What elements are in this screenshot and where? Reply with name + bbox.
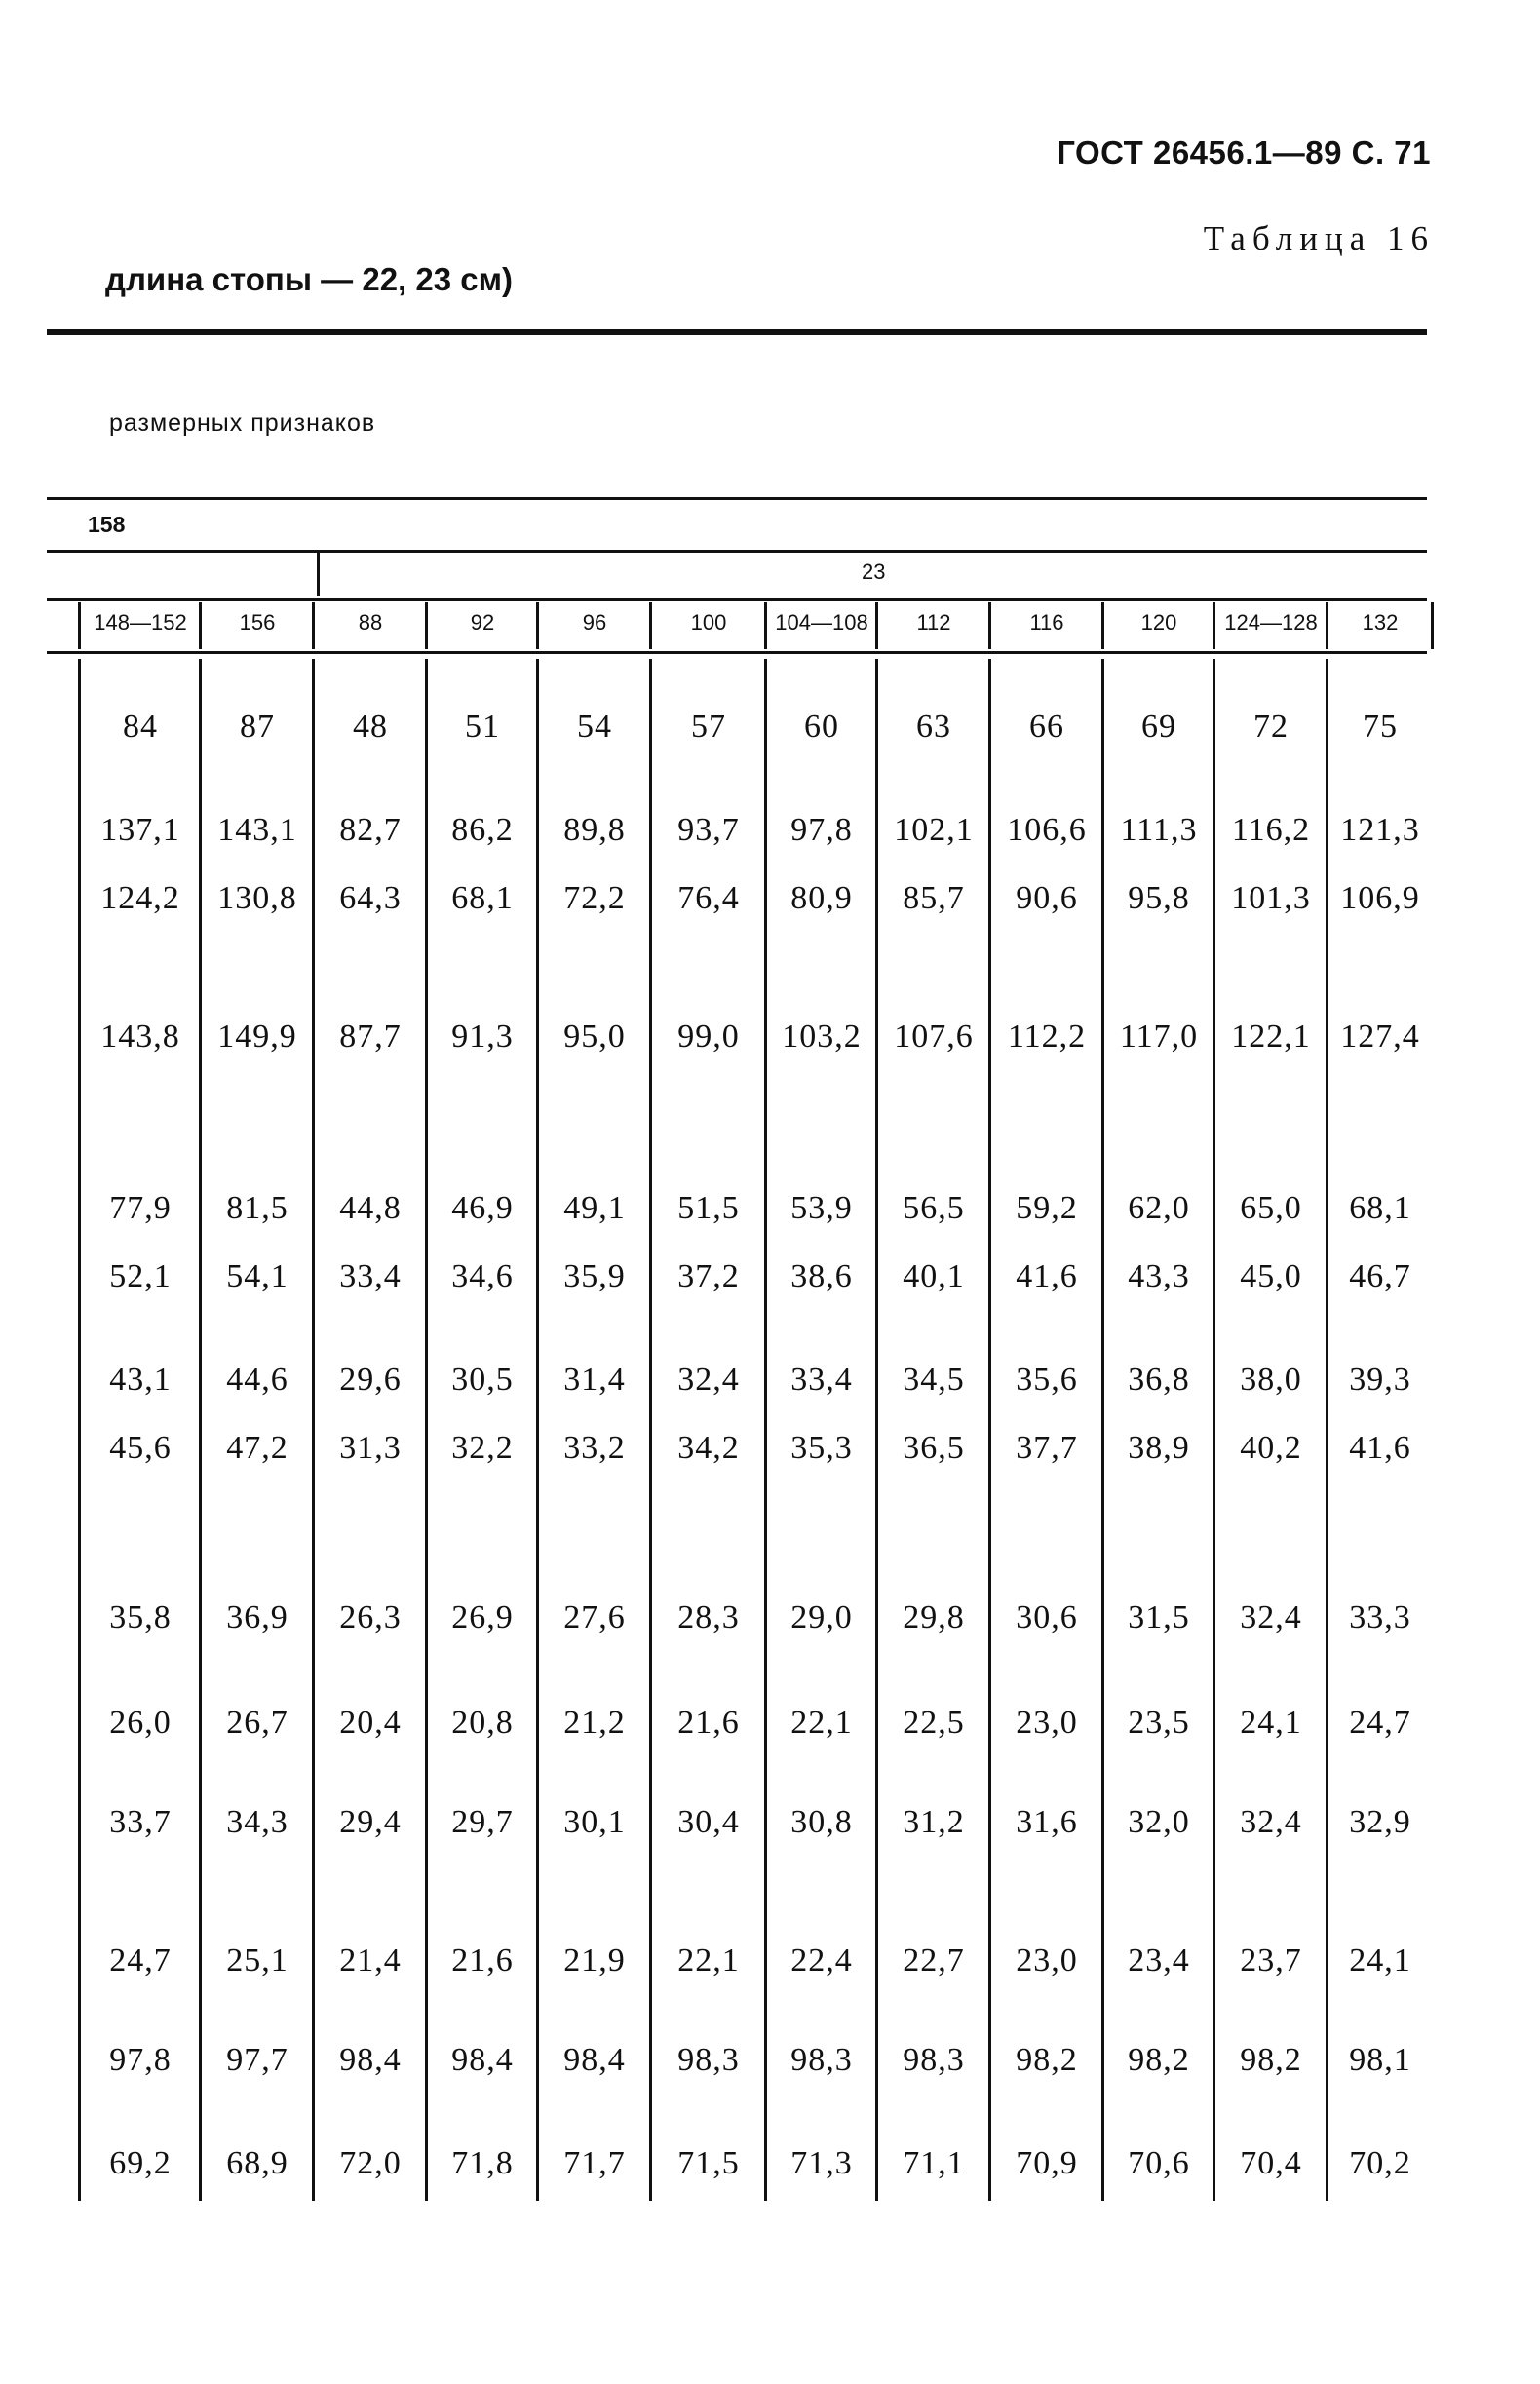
header-column-divider xyxy=(764,602,767,649)
table-cell: 51 xyxy=(465,709,500,745)
table-cell: 98,4 xyxy=(339,2042,402,2078)
table-cell: 57 xyxy=(691,709,726,745)
table-cell: 28,3 xyxy=(677,1599,740,1635)
table-cell: 72,2 xyxy=(563,880,626,916)
table-cell: 32,4 xyxy=(1240,1804,1302,1840)
table-cell: 70,2 xyxy=(1349,2145,1411,2181)
table-cell: 98,3 xyxy=(903,2042,965,2078)
table-cell: 43,1 xyxy=(109,1362,172,1398)
table-cell: 97,8 xyxy=(109,2042,172,2078)
table-cell: 98,2 xyxy=(1128,2042,1190,2078)
table-cell: 30,1 xyxy=(563,1804,626,1840)
table-cell: 81,5 xyxy=(226,1190,289,1226)
table-cell: 22,5 xyxy=(903,1705,965,1741)
table-cell: 38,6 xyxy=(790,1258,853,1294)
column-header: 96 xyxy=(582,610,607,634)
table-cell: 68,9 xyxy=(226,2145,289,2181)
table-cell: 23,4 xyxy=(1128,1942,1190,1979)
header-column-divider xyxy=(988,602,991,649)
table-cell: 23,7 xyxy=(1240,1942,1302,1979)
table-cell: 107,6 xyxy=(894,1019,974,1055)
column-header: 100 xyxy=(690,610,727,634)
table-cell: 24,1 xyxy=(1240,1705,1302,1741)
table-cell: 76,4 xyxy=(677,880,740,916)
table-cell: 149,9 xyxy=(217,1019,297,1055)
table-cell: 41,6 xyxy=(1016,1258,1078,1294)
table-cell: 20,4 xyxy=(339,1705,402,1741)
header-column-divider xyxy=(1431,602,1434,649)
standard-reference: ГОСТ 26456.1—89 С. 71 xyxy=(1057,135,1431,171)
table-cell: 33,7 xyxy=(109,1804,172,1840)
header-column-divider xyxy=(875,602,878,649)
header-divider xyxy=(317,552,320,596)
table-cell: 21,6 xyxy=(677,1705,740,1741)
table-cell: 98,3 xyxy=(790,2042,853,2078)
column-header: 92 xyxy=(470,610,495,634)
table-cell: 84 xyxy=(123,709,158,745)
table-cell: 37,2 xyxy=(677,1258,740,1294)
table-cell: 103,2 xyxy=(782,1019,862,1055)
table-cell: 60 xyxy=(804,709,839,745)
header-column-divider xyxy=(199,602,202,649)
table-cell: 33,2 xyxy=(563,1430,626,1466)
table-cell: 32,2 xyxy=(451,1430,514,1466)
column-header: 120 xyxy=(1140,610,1177,634)
table-cell: 30,8 xyxy=(790,1804,853,1840)
table-cell: 48 xyxy=(353,709,388,745)
table-cell: 30,6 xyxy=(1016,1599,1078,1635)
table-cell: 70,6 xyxy=(1128,2145,1190,2181)
table-cell: 70,9 xyxy=(1016,2145,1078,2181)
table-cell: 72 xyxy=(1253,709,1289,745)
table-cell: 34,5 xyxy=(903,1362,965,1398)
table-cell: 29,8 xyxy=(903,1599,965,1635)
table-cell: 21,2 xyxy=(563,1705,626,1741)
table-cell: 86,2 xyxy=(451,812,514,848)
table-cell: 39,3 xyxy=(1349,1362,1411,1398)
table-cell: 29,7 xyxy=(451,1804,514,1840)
header-column-divider xyxy=(649,602,652,649)
table-cell: 97,7 xyxy=(226,2042,289,2078)
table-cell: 98,2 xyxy=(1016,2042,1078,2078)
table-cell: 122,1 xyxy=(1231,1019,1311,1055)
table-cell: 34,2 xyxy=(677,1430,740,1466)
table-cell: 23,0 xyxy=(1016,1942,1078,1979)
table-cell: 98,4 xyxy=(563,2042,626,2078)
table-cell: 69 xyxy=(1141,709,1176,745)
table-cell: 31,6 xyxy=(1016,1804,1078,1840)
table-cell: 117,0 xyxy=(1119,1019,1199,1055)
table-cell: 33,4 xyxy=(790,1362,853,1398)
table-cell: 98,4 xyxy=(451,2042,514,2078)
table-cell: 45,0 xyxy=(1240,1258,1302,1294)
column-header: 104—108 xyxy=(775,610,868,634)
table-cell: 21,4 xyxy=(339,1942,402,1979)
table-cell: 51,5 xyxy=(677,1190,740,1226)
table-cell: 98,2 xyxy=(1240,2042,1302,2078)
table-cell: 31,4 xyxy=(563,1362,626,1398)
header-column-divider xyxy=(1326,602,1328,649)
table-cell: 112,2 xyxy=(1007,1019,1087,1055)
table-cell: 22,4 xyxy=(790,1942,853,1979)
table-cell: 70,4 xyxy=(1240,2145,1302,2181)
table-cell: 34,3 xyxy=(226,1804,289,1840)
header-column-divider xyxy=(425,602,428,649)
table-cell: 95,0 xyxy=(563,1019,626,1055)
table-cell: 46,9 xyxy=(451,1190,514,1226)
table-cell: 32,0 xyxy=(1128,1804,1190,1840)
table-cell: 36,5 xyxy=(903,1430,965,1466)
table-cell: 63 xyxy=(916,709,951,745)
table-cell: 40,2 xyxy=(1240,1430,1302,1466)
header-rule-4 xyxy=(47,651,1427,654)
table-cell: 71,5 xyxy=(677,2145,740,2181)
table-cell: 24,7 xyxy=(1349,1705,1411,1741)
table-cell: 31,3 xyxy=(339,1430,402,1466)
table-cell: 22,1 xyxy=(790,1705,853,1741)
table-cell: 66 xyxy=(1029,709,1064,745)
table-cell: 23,5 xyxy=(1128,1705,1190,1741)
table-cell: 53,9 xyxy=(790,1190,853,1226)
table-cell: 72,0 xyxy=(339,2145,402,2181)
table-cell: 26,3 xyxy=(339,1599,402,1635)
table-cell: 29,4 xyxy=(339,1804,402,1840)
table-cell: 71,1 xyxy=(903,2145,965,2181)
table-cell: 71,7 xyxy=(563,2145,626,2181)
header-rule-3 xyxy=(47,598,1427,601)
table-cell: 80,9 xyxy=(790,880,853,916)
table-cell: 54 xyxy=(577,709,612,745)
header-column-divider xyxy=(536,602,539,649)
table-cell: 35,9 xyxy=(563,1258,626,1294)
table-cell: 24,1 xyxy=(1349,1942,1411,1979)
table-cell: 32,4 xyxy=(677,1362,740,1398)
table-cell: 33,3 xyxy=(1349,1599,1411,1635)
table-cell: 22,1 xyxy=(677,1942,740,1979)
table-cell: 26,0 xyxy=(109,1705,172,1741)
table-cell: 43,3 xyxy=(1128,1258,1190,1294)
table-cell: 127,4 xyxy=(1340,1019,1420,1055)
header-column-divider xyxy=(1213,602,1215,649)
table-cell: 52,1 xyxy=(109,1258,172,1294)
table-cell: 38,0 xyxy=(1240,1362,1302,1398)
header-rule-1 xyxy=(47,497,1427,500)
table-caption: размерных признаков xyxy=(109,409,376,437)
table-cell: 32,4 xyxy=(1240,1599,1302,1635)
table-cell: 35,8 xyxy=(109,1599,172,1635)
table-cell: 62,0 xyxy=(1128,1190,1190,1226)
table-cell: 101,3 xyxy=(1231,880,1311,916)
top-rule xyxy=(47,329,1427,335)
table-cell: 21,9 xyxy=(563,1942,626,1979)
table-cell: 65,0 xyxy=(1240,1190,1302,1226)
table-cell: 22,7 xyxy=(903,1942,965,1979)
table-cell: 69,2 xyxy=(109,2145,172,2181)
table-cell: 98,3 xyxy=(677,2042,740,2078)
table-cell: 87,7 xyxy=(339,1019,402,1055)
table-cell: 44,8 xyxy=(339,1190,402,1226)
column-header: 88 xyxy=(358,610,383,634)
table-cell: 36,9 xyxy=(226,1599,289,1635)
table-cell: 31,5 xyxy=(1128,1599,1190,1635)
column-header: 132 xyxy=(1362,610,1399,634)
table-cell: 35,6 xyxy=(1016,1362,1078,1398)
table-cell: 91,3 xyxy=(451,1019,514,1055)
header-rule-2 xyxy=(47,550,1427,553)
table-cell: 68,1 xyxy=(1349,1190,1411,1226)
table-cell: 32,9 xyxy=(1349,1804,1411,1840)
table-cell: 75 xyxy=(1363,709,1398,745)
table-cell: 29,0 xyxy=(790,1599,853,1635)
table-cell: 89,8 xyxy=(563,812,626,848)
header-column-divider xyxy=(312,602,315,649)
table-cell: 98,1 xyxy=(1349,2042,1411,2078)
table-cell: 23,0 xyxy=(1016,1705,1078,1741)
table-cell: 30,4 xyxy=(677,1804,740,1840)
table-cell: 38,9 xyxy=(1128,1430,1190,1466)
table-cell: 25,1 xyxy=(226,1942,289,1979)
table-cell: 130,8 xyxy=(217,880,297,916)
table-cell: 29,6 xyxy=(339,1362,402,1398)
table-cell: 77,9 xyxy=(109,1190,172,1226)
table-cell: 44,6 xyxy=(226,1362,289,1398)
table-cell: 27,6 xyxy=(563,1599,626,1635)
table-cell: 71,8 xyxy=(451,2145,514,2181)
table-cell: 37,7 xyxy=(1016,1430,1078,1466)
table-cell: 71,3 xyxy=(790,2145,853,2181)
table-cell: 116,2 xyxy=(1231,812,1311,848)
table-cell: 31,2 xyxy=(903,1804,965,1840)
table-cell: 68,1 xyxy=(451,880,514,916)
table-cell: 102,1 xyxy=(894,812,974,848)
table-cell: 33,4 xyxy=(339,1258,402,1294)
table-cell: 20,8 xyxy=(451,1705,514,1741)
column-header: 112 xyxy=(916,610,951,634)
column-header: 156 xyxy=(239,610,276,634)
column-header: 148—152 xyxy=(94,610,187,634)
table-cell: 137,1 xyxy=(100,812,180,848)
header-column-divider xyxy=(78,602,81,649)
table-cell: 46,7 xyxy=(1349,1258,1411,1294)
header-column-divider xyxy=(1101,602,1104,649)
table-cell: 35,3 xyxy=(790,1430,853,1466)
foot-length-label: 23 xyxy=(862,559,886,584)
table-cell: 30,5 xyxy=(451,1362,514,1398)
table-cell: 26,7 xyxy=(226,1705,289,1741)
table-cell: 59,2 xyxy=(1016,1190,1078,1226)
column-header: 116 xyxy=(1029,610,1064,634)
table-cell: 124,2 xyxy=(100,880,180,916)
table-cell: 143,8 xyxy=(100,1019,180,1055)
table-cell: 64,3 xyxy=(339,880,402,916)
table-cell: 97,8 xyxy=(790,812,853,848)
table-cell: 106,6 xyxy=(1007,812,1087,848)
table-cell: 87 xyxy=(240,709,275,745)
table-cell: 95,8 xyxy=(1128,880,1190,916)
table-cell: 24,7 xyxy=(109,1942,172,1979)
height-label: 158 xyxy=(88,512,126,537)
table-cell: 121,3 xyxy=(1340,812,1420,848)
table-cell: 106,9 xyxy=(1340,880,1420,916)
table-cell: 41,6 xyxy=(1349,1430,1411,1466)
table-number-label: Таблица 16 xyxy=(1203,219,1435,257)
column-header: 124—128 xyxy=(1224,610,1318,634)
table-cell: 111,3 xyxy=(1120,812,1198,848)
table-cell: 49,1 xyxy=(563,1190,626,1226)
table-cell: 26,9 xyxy=(451,1599,514,1635)
table-subtitle: длина стопы — 22, 23 см) xyxy=(105,261,514,297)
table-cell: 90,6 xyxy=(1016,880,1078,916)
table-cell: 34,6 xyxy=(451,1258,514,1294)
table-cell: 45,6 xyxy=(109,1430,172,1466)
table-cell: 99,0 xyxy=(677,1019,740,1055)
table-cell: 47,2 xyxy=(226,1430,289,1466)
table-cell: 82,7 xyxy=(339,812,402,848)
table-cell: 143,1 xyxy=(217,812,297,848)
table-cell: 36,8 xyxy=(1128,1362,1190,1398)
table-cell: 54,1 xyxy=(226,1258,289,1294)
table-cell: 40,1 xyxy=(903,1258,965,1294)
table-cell: 85,7 xyxy=(903,880,965,916)
table-cell: 93,7 xyxy=(677,812,740,848)
table-cell: 56,5 xyxy=(903,1190,965,1226)
table-cell: 21,6 xyxy=(451,1942,514,1979)
